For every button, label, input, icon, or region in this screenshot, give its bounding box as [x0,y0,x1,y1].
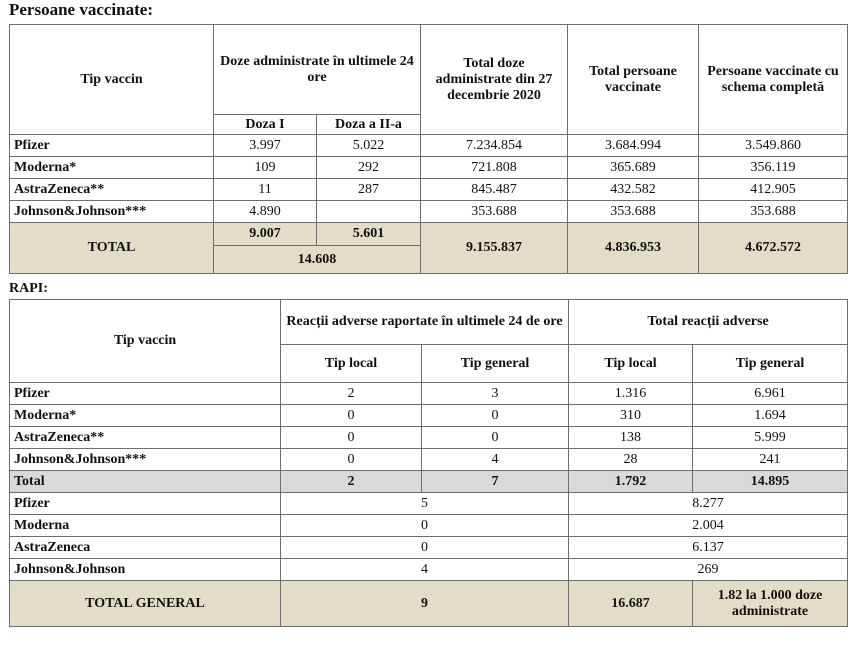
table-header-row [10,300,848,345]
total-persons-cell: 365.689 [568,157,699,179]
total-row [10,223,848,246]
total-general-24h: 7 [422,471,569,493]
table-row [10,383,848,405]
header-total-persons: Total persoane vaccinate [568,25,699,135]
complete-cell: 412.905 [699,179,848,201]
total-label: TOTAL [10,223,214,274]
table-row [10,559,848,581]
reactions-24h-cell: 4 [281,559,569,581]
table-row [10,157,848,179]
header-dose-1: Doza I [214,115,317,135]
vaccine-name: Pfizer [10,135,214,157]
rapi-table [9,299,848,627]
vaccine-name: Moderna* [10,405,281,427]
complete-cell: 356.119 [699,157,848,179]
total-dose1: 9.007 [214,223,317,246]
header-dose-2: Doza a II-a [317,115,421,135]
reactions-24h-cell: 0 [281,537,569,559]
dose1-cell: 109 [214,157,317,179]
reactions-total-cell: 8.277 [569,493,848,515]
dose1-cell: 3.997 [214,135,317,157]
total-complete: 4.672.572 [699,223,848,274]
general-total-cell: 5.999 [693,427,848,449]
total-local-24h: 2 [281,471,422,493]
vaccine-name: Johnson&Johnson*** [10,201,214,223]
vaccinated-table [9,24,848,274]
vaccine-name: Moderna* [10,157,214,179]
general-24h-cell: 4 [422,449,569,471]
local-24h-cell: 2 [281,383,422,405]
vaccine-name: AstraZeneca** [10,179,214,201]
local-total-cell: 310 [569,405,693,427]
vaccine-name: Johnson&Johnson*** [10,449,281,471]
total-persons-cell: 3.684.994 [568,135,699,157]
total-doses-cell: 845.487 [421,179,568,201]
reactions-24h-cell: 5 [281,493,569,515]
grand-total-row [10,581,848,627]
grand-total-reactions: 16.687 [569,581,693,627]
table-row [10,405,848,427]
total-local-total: 1.792 [569,471,693,493]
total-dose2: 5.601 [317,223,421,246]
table-header-row [10,25,848,115]
vaccine-name: Johnson&Johnson [10,559,281,581]
table-row [10,427,848,449]
complete-cell: 3.549.860 [699,135,848,157]
grand-total-rate: 1.82 la 1.000 doze administrate [693,581,848,627]
dose1-cell: 4.890 [214,201,317,223]
local-24h-cell: 0 [281,449,422,471]
grand-total-label: TOTAL GENERAL [10,581,281,627]
total-doses: 9.155.837 [421,223,568,274]
total-doses-cell: 353.688 [421,201,568,223]
header-local-total: Tip local [569,345,693,383]
header-doses-24h: Doze administrate în ultimele 24 ore [214,25,421,115]
general-24h-cell: 0 [422,427,569,449]
header-vaccine-type: Tip vaccin [10,25,214,135]
table-row [10,449,848,471]
total-row [10,471,848,493]
header-local-24h: Tip local [281,345,422,383]
vaccine-name: Pfizer [10,493,281,515]
total-doses-cell: 7.234.854 [421,135,568,157]
header-general-24h: Tip general [422,345,569,383]
total-dose-sum: 14.608 [214,246,421,274]
local-24h-cell: 0 [281,405,422,427]
table-row [10,201,848,223]
vaccine-name: Moderna [10,515,281,537]
table-row [10,135,848,157]
vaccine-name: Pfizer [10,383,281,405]
table-row [10,515,848,537]
general-total-cell: 241 [693,449,848,471]
local-total-cell: 1.316 [569,383,693,405]
general-24h-cell: 3 [422,383,569,405]
header-total-reactions: Total reacții adverse [569,300,848,345]
table-row [10,179,848,201]
header-total-doses: Total doze administrate din 27 decembrie 2020 [421,25,568,135]
grand-total-24h: 9 [281,581,569,627]
total-persons: 4.836.953 [568,223,699,274]
header-general-total: Tip general [693,345,848,383]
total-doses-cell: 721.808 [421,157,568,179]
total-label: Total [10,471,281,493]
header-complete-schema: Persoane vaccinate cu schema completă [699,25,848,135]
vaccine-name: AstraZeneca [10,537,281,559]
reactions-total-cell: 2.004 [569,515,848,537]
general-24h-cell: 0 [422,405,569,427]
local-total-cell: 28 [569,449,693,471]
reactions-total-cell: 269 [569,559,848,581]
general-total-cell: 6.961 [693,383,848,405]
complete-cell: 353.688 [699,201,848,223]
local-total-cell: 138 [569,427,693,449]
dose2-cell [317,201,421,223]
total-persons-cell: 353.688 [568,201,699,223]
table-row [10,493,848,515]
total-general-total: 14.895 [693,471,848,493]
local-24h-cell: 0 [281,427,422,449]
reactions-24h-cell: 0 [281,515,569,537]
dose1-cell: 11 [214,179,317,201]
rapi-heading: RAPI: [9,281,48,296]
dose2-cell: 292 [317,157,421,179]
vaccine-name: AstraZeneca** [10,427,281,449]
total-persons-cell: 432.582 [568,179,699,201]
header-reactions-24h: Reacții adverse raportate în ultimele 24 de ore [281,300,569,345]
header-vaccine-type: Tip vaccin [10,300,281,383]
general-total-cell: 1.694 [693,405,848,427]
dose2-cell: 287 [317,179,421,201]
table-row [10,537,848,559]
reactions-total-cell: 6.137 [569,537,848,559]
dose2-cell: 5.022 [317,135,421,157]
vaccinated-heading: Persoane vaccinate: [9,0,153,19]
